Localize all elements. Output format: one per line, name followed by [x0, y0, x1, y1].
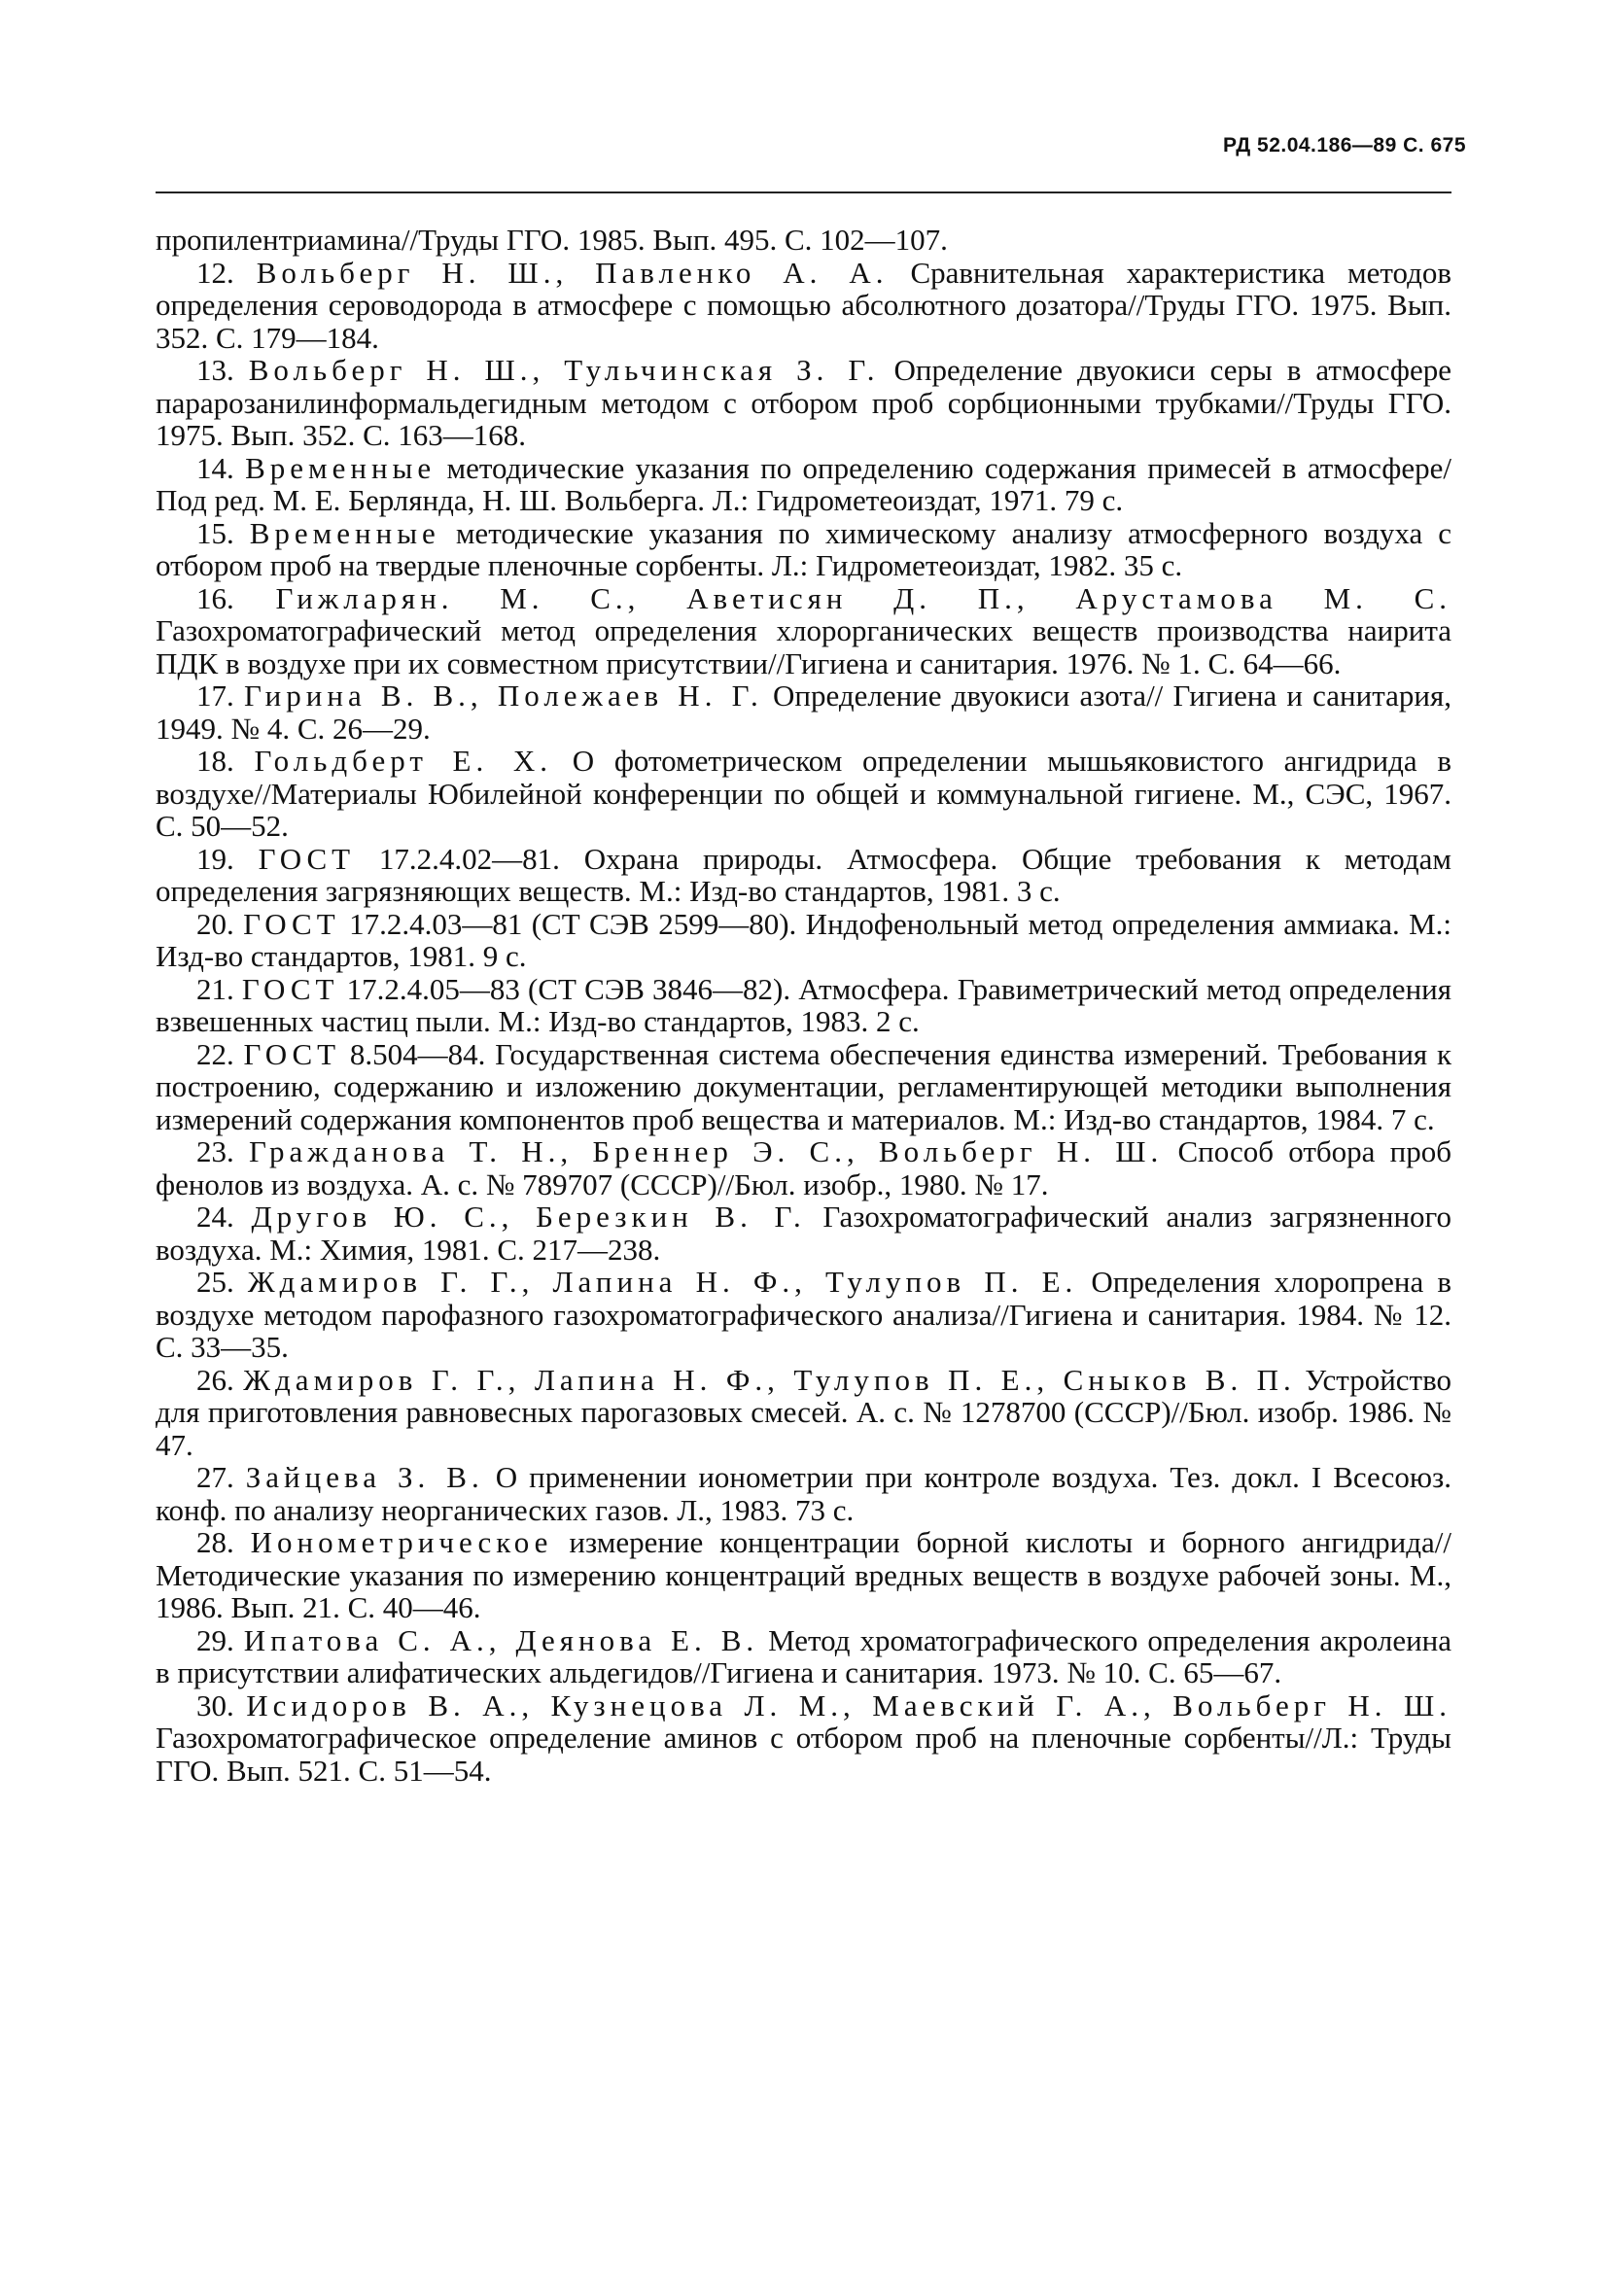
reference-item — [156, 1135, 1451, 1200]
reference-item — [156, 1266, 1451, 1364]
reference-authors: Временные — [245, 450, 437, 485]
reference-number: 12. — [196, 255, 234, 290]
reference-item — [156, 582, 1451, 680]
reference-number: 22. — [196, 1036, 234, 1071]
reference-number: 25. — [196, 1265, 234, 1299]
reference-authors: ГОСТ — [241, 971, 339, 1006]
reference-authors: Ионометрическое — [250, 1525, 553, 1559]
reference-continuation: пропилентриамина//Труды ГГО. 1985. Вып. 495. С. 102—107. — [156, 223, 948, 257]
reference-item — [156, 354, 1451, 452]
reference-text: Газохроматографическое определение аминов с отбором проб на пленочные сорбенты//Л.: Труды ГГО. Вып. 521. С. 51—54. — [156, 1721, 1451, 1788]
reference-text: О применении ионометрии при контроле воздуха. Тез. докл. I Всесоюз. конф. по анализу неорганических газов. Л., 1983. 73 с. — [156, 1460, 1451, 1527]
reference-number: 27. — [196, 1460, 234, 1494]
reference-authors: Зайцева З. В. — [245, 1460, 484, 1494]
reference-item — [156, 1038, 1451, 1136]
reference-text: Газохроматографический метод определения хлорорганических веществ производства наирита ПДК в воздухе при их совместном присутствии//Гигиена и санитария. 1976. № 1. С. 64—66. — [156, 613, 1451, 680]
reference-text: измерение концентрации борной кислоты и борного ангидрида//Методические указания по измерению концентраций вредных веществ в воздухе рабочей зоны. М., 1986. Вып. 21. С. 40—46. — [156, 1525, 1452, 1624]
reference-authors: Ипатова С. А., Деянова Е. В. — [243, 1622, 759, 1657]
reference-text: методические указания по определению содержания примесей в атмосфере/Под ред. М. Е. Берлянда, Н. Ш. Вольберга. Л.: Гидрометеоиздат, 1971. 79 с. — [156, 450, 1452, 517]
reference-number: 21. — [196, 971, 234, 1006]
reference-text: Определения хлоропрена в воздухе методом парофазного газохроматографического анализа//Гигиена и санитария. 1984. № 12. С. 33—35. — [156, 1265, 1452, 1364]
reference-number: 20. — [196, 906, 234, 941]
reference-authors: ГОСТ — [243, 906, 340, 941]
reference-authors: ГОСТ — [243, 1036, 341, 1071]
reference-item — [156, 1200, 1451, 1266]
reference-item — [156, 973, 1451, 1038]
reference-item — [156, 843, 1451, 908]
reference-authors: ГОСТ — [258, 841, 356, 876]
reference-item — [156, 1526, 1451, 1624]
reference-text: 17.2.4.02—81. Охрана природы. Атмосфера. Общие требования к методам определения загрязняющих веществ. М.: Изд-во стандартов, 1981. 3 с. — [156, 841, 1452, 908]
reference-text: О фотометрическом определении мышьяковистого ангидрида в воздухе//Материалы Юбилейной конференции по общей и коммунальной гигиене. М., СЭС, 1967. С. 50—52. — [156, 744, 1451, 843]
reference-authors: Ждамиров Г. Г., Лапина Н. Ф., Тулупов П. Е., Сныков В. П. — [243, 1362, 1296, 1397]
reference-text: методические указания по химическому анализу атмосферного воздуха с отбором проб на твердые пленочные сорбенты. Л.: Гидрометеоиздат, 1982. 35 с. — [156, 515, 1451, 582]
reference-number: 26. — [196, 1362, 234, 1397]
reference-number: 28. — [196, 1525, 234, 1559]
reference-authors: Временные — [249, 515, 440, 550]
reference-text: Определение двуокиси азота// Гигиена и санитария, 1949. № 4. С. 26—29. — [156, 678, 1452, 746]
reference-number: 18. — [196, 744, 234, 778]
reference-list — [156, 224, 1451, 1787]
reference-item — [156, 517, 1451, 582]
header-rule — [156, 191, 1451, 193]
reference-authors: Исидоров В. А., Кузнецова Л. М., Маевский Г. А., Вольберг Н. Ш. — [246, 1687, 1452, 1722]
reference-number: 13. — [196, 353, 234, 387]
reference-item — [156, 745, 1451, 843]
reference-authors: Гирина В. В., Полежаев Н. Г. — [243, 678, 763, 713]
reference-item — [156, 1689, 1451, 1788]
page-header: РД 52.04.186—89 С. 675 — [1223, 134, 1466, 157]
reference-authors: Другов Ю. С., Березкин В. Г. — [251, 1200, 806, 1234]
reference-item — [156, 257, 1451, 355]
reference-item — [156, 1364, 1451, 1462]
reference-item — [156, 452, 1451, 517]
reference-item — [156, 1461, 1451, 1526]
reference-text: Определение двуокиси серы в атмосфере парарозанилинформальдегидным методом с отбором проб сорбционными трубками//Труды ГГО. 1975. Вып. 352. С. 163—168. — [156, 353, 1452, 452]
reference-text: 17.2.4.03—81 (СТ СЭВ 2599—80). Индофенольный метод определения аммиака. М.: Изд-во стандартов, 1981. 9 с. — [156, 906, 1452, 973]
reference-number: 23. — [196, 1134, 234, 1168]
reference-text: Сравнительная характеристика методов определения сероводорода в атмосфере с помощью абсолютного дозатора//Труды ГГО. 1975. Вып. 352. С. 179—184. — [156, 255, 1452, 355]
reference-number: 14. — [196, 450, 234, 485]
reference-number: 15. — [196, 515, 234, 550]
reference-number: 16. — [196, 580, 234, 615]
reference-text: Устройство для приготовления равновесных парогазовых смесей. А. с. № 1278700 (СССР)//Бюл. изобр. 1986. № 47. — [156, 1362, 1452, 1462]
reference-authors: Гражданова Т. Н., Бреннер Э. С., Вольберг Н. Ш. — [248, 1134, 1164, 1168]
reference-item — [156, 1624, 1451, 1689]
reference-authors: Гольдберт Е. Х. — [254, 744, 553, 778]
reference-item — [156, 908, 1451, 973]
reference-authors: Ждамиров Г. Г., Лапина Н. Ф., Тулупов П. Е. — [247, 1265, 1078, 1299]
reference-number: 19. — [196, 841, 234, 876]
reference-item — [156, 679, 1451, 745]
reference-number: 29. — [196, 1622, 234, 1657]
reference-text: Способ отбора проб фенолов из воздуха. А. с. № 789707 (СССР)//Бюл. изобр., 1980. № 17. — [156, 1134, 1452, 1201]
reference-text: 17.2.4.05—83 (СТ СЭВ 3846—82). Атмосфера. Гравиметрический метод определения взвешенных частиц пыли. М.: Изд-во стандартов, 1983. 2 с. — [156, 971, 1452, 1038]
reference-text: Метод хроматографического определения акролеина в присутствии алифатических альдегидов//Гигиена и санитария. 1973. № 10. С. 65—67. — [156, 1622, 1452, 1689]
reference-number: 24. — [196, 1200, 234, 1234]
reference-authors: Гижларян. М. С., Аветисян Д. П., Арустамова М. С. — [275, 580, 1452, 615]
reference-text: 8.504—84. Государственная система обеспечения единства измерений. Требования к построению, содержанию и изложению документации, регламентирующей методики выполнения измерений содержания компонентов проб вещества и материалов. М.: Изд-во стандартов, 1984. 7 с. — [156, 1036, 1452, 1136]
reference-number: 30. — [196, 1687, 234, 1722]
reference-number: 17. — [196, 678, 234, 713]
reference-text: Газохроматографический анализ загрязненного воздуха. М.: Химия, 1981. С. 217—238. — [156, 1200, 1452, 1267]
reference-authors: Вольберг Н. Ш., Тульчинская З. Г. — [248, 353, 880, 387]
reference-authors: Вольберг Н. Ш., Павленко А. А. — [256, 255, 889, 290]
